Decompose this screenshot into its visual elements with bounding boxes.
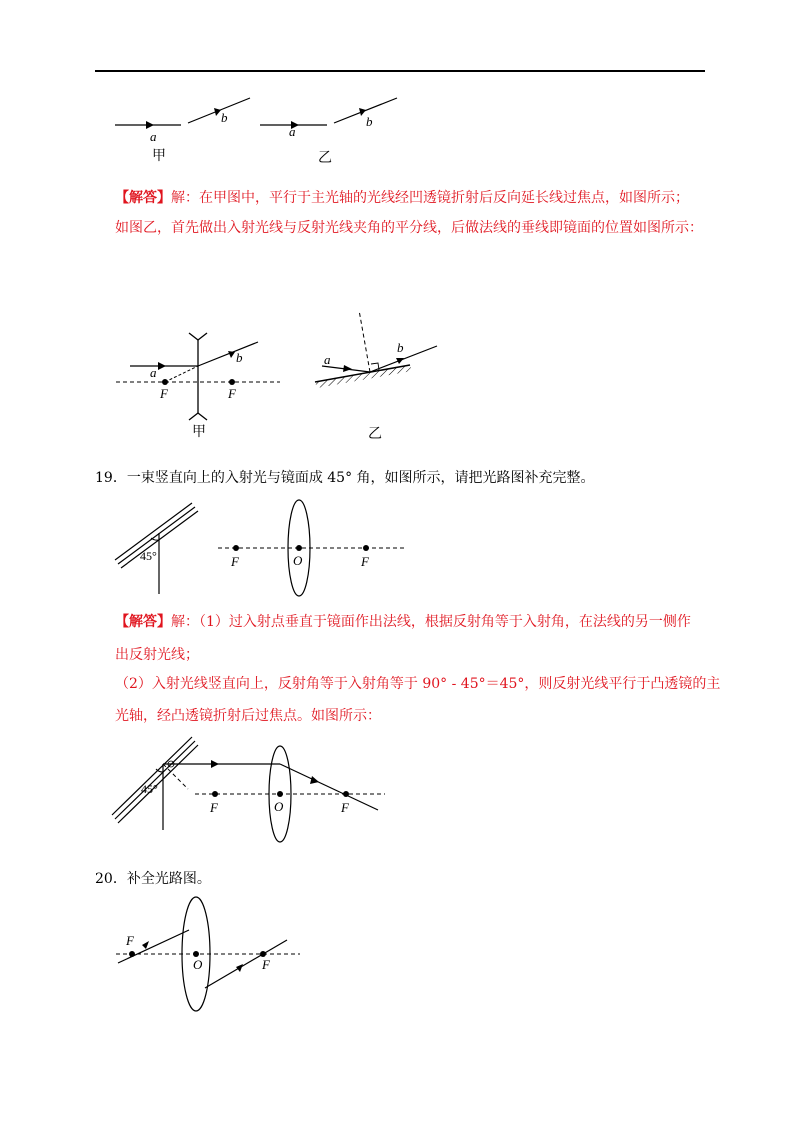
q20-label-O: O <box>193 957 203 972</box>
q18a-label-F2: F <box>228 386 236 401</box>
q19-answer-line4: 光轴，经凸透镜折射后过焦点。如图所示： <box>115 708 381 724</box>
q18-yi-label-a: a <box>289 124 296 139</box>
q18a-yi-label-a: a <box>324 352 331 367</box>
q19-label-F1: F <box>231 554 239 569</box>
q19-label-O: O <box>293 553 303 568</box>
q19-angle: 45° <box>140 549 157 563</box>
q19-answer-line3: （2）入射光线竖直向上，反射角等于入射角等于 90° - 45°＝45°，则反射光线平行于凸透镜的主 <box>115 676 721 692</box>
q18-caption-yi: 乙 <box>318 151 332 166</box>
q19a-angle: 45° <box>141 782 158 796</box>
q19-answer-text1: 解：（1）过入射点垂直于镜面作出法线，根据反射角等于入射角，在法线的另一侧作 <box>171 614 691 630</box>
q19-label-F2: F <box>361 554 369 569</box>
q18-caption-jia: 甲 <box>152 149 166 164</box>
q18a-label-a: a <box>150 365 157 380</box>
q19-answer-line2: 出反射光线； <box>115 647 199 663</box>
q20-label-F1: F <box>126 933 134 948</box>
q19a-label-O: O <box>274 799 284 814</box>
q18-label-b: b <box>221 110 228 125</box>
q18a-label-b: b <box>236 350 243 365</box>
q20-label-F2: F <box>262 957 270 972</box>
q19-question: 19．一束竖直向上的入射光与镜面成 45° 角，如图所示，请把光路图补充完整。 <box>95 470 595 486</box>
q18a-label-F1: F <box>160 386 168 401</box>
q18-yi-label-b: b <box>366 114 373 129</box>
q20-question: 20．补全光路图。 <box>95 871 211 887</box>
q18a-caption-yi: 乙 <box>368 427 382 442</box>
q18a-caption-jia: 甲 <box>192 425 206 440</box>
q18-label-a: a <box>150 129 157 144</box>
q18-answer-text1: 解：在甲图中，平行于主光轴的光线经凹透镜折射后反向延长线过焦点，如图所示； <box>171 190 689 206</box>
q18a-yi-label-b: b <box>397 340 404 355</box>
q18-answer-tag: 【解答】 <box>115 190 171 206</box>
q19-answer-tag: 【解答】 <box>115 614 171 630</box>
q19a-label-F1: F <box>210 800 218 815</box>
q19a-label-F2: F <box>341 800 349 815</box>
q18-answer-line2: 如图乙，首先做出入射光线与反射光线夹角的平分线，后做法线的垂线即镜面的位置如图所示： <box>115 220 703 236</box>
